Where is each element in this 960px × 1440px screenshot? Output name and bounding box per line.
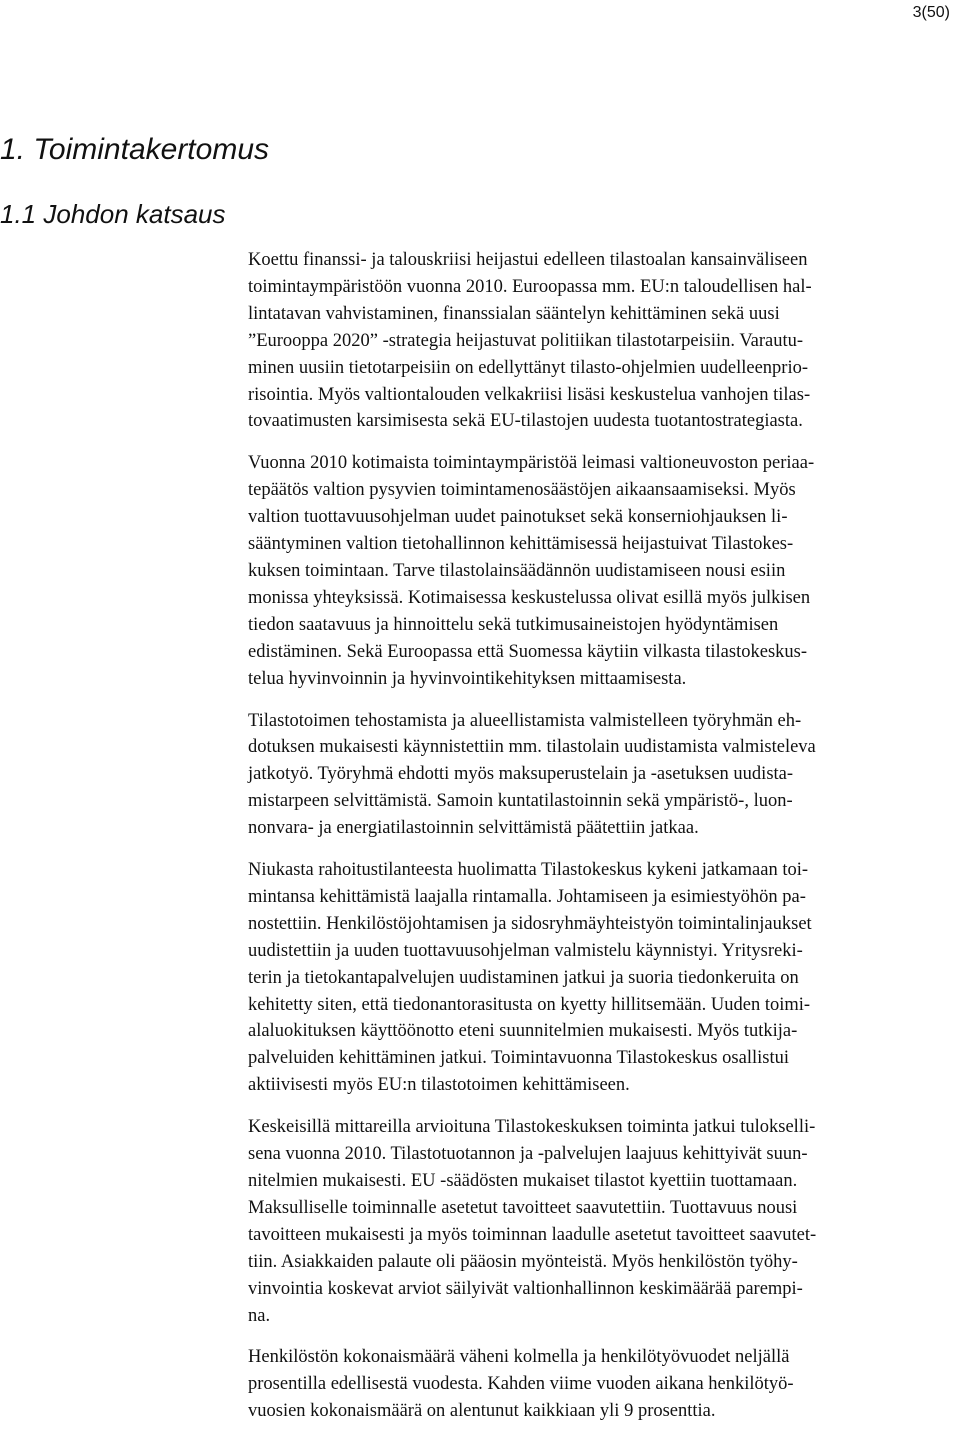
text-line: Maksulliselle toiminnalle asetetut tavoitteet saavutettiin. Tuottavuus nousi: [248, 1197, 798, 1218]
text-line: valtion tuottavuusohjelman uudet painotukset sekä konserniohjauksen li-: [248, 507, 788, 528]
text-line: risointia. Myös valtiontalouden velkakriisi lisäsi keskustelua vanhojen tilas-: [248, 384, 811, 405]
text-line: minen uusiin tietotarpeisiin on edellyttänyt tilasto-ohjelmien uudelleenprio-: [248, 357, 809, 378]
text-line: vinvointia koskevat arviot säilyivät valtionhallinnon keskimäärää parempi-: [248, 1278, 803, 1299]
text-line: nitelmien mukaisesti. EU -säädösten mukaiset tilastot kyettiin tuottamaan.: [248, 1171, 798, 1191]
text-line: toimintaympäristöön vuonna 2010. Euroopassa mm. EU:n taloudellisen hal-: [248, 276, 812, 297]
text-line: nostettiin. Henkilöstöjohtamisen ja sidosryhmäyhteistyön toimintalinjaukset: [248, 913, 812, 934]
text-line: vuosien kokonaismäärä on alentunut kaikkiaan yli 9 prosenttia.: [248, 1401, 716, 1422]
text-line: lintatavan vahvistaminen, finanssialan sääntelyn kehittäminen sekä uusi: [248, 303, 780, 324]
text-line: terin ja tietokantapalvelujen uudistaminen jatkui ja suoria tiedonkeruita on: [248, 967, 799, 988]
paragraph-3: [248, 708, 960, 843]
paragraph-6: [248, 1344, 960, 1425]
text-line: alaluokituksen käyttöönotto eteni suunnitelmien mukaisesti. Myös tutkija-: [248, 1021, 798, 1042]
text-line: Koettu finanssi- ja talouskriisi heijastui edelleen tilastoalan kansainväliseen: [248, 250, 808, 270]
text-line: Keskeisillä mittareilla arvioituna Tilastokeskuksen toiminta jatkui tulokselli-: [248, 1117, 816, 1138]
heading-johdon-katsaus: 1.1 Johdon katsaus: [0, 199, 226, 229]
text-line: tepäätös valtion pysyvien toimintamenosäästöjen aikaansaamiseksi. Myös: [248, 480, 796, 501]
paragraph-5: [248, 1114, 960, 1329]
text-line: mistarpeen selvittämistä. Samoin kuntatilastoinnin sekä ympäristö-, luon-: [248, 791, 793, 812]
text-line: tiin. Asiakkaiden palaute oli pääosin myönteistä. Myös henkilöstön työhy-: [248, 1251, 798, 1272]
text-line: monissa yhteyksissä. Kotimaisessa keskustelussa olivat esillä myös julkisen: [248, 587, 811, 608]
text-line: aktiivisesti myös EU:n tilastotoimen kehittämiseen.: [248, 1075, 630, 1096]
text-line: dotuksen mukaisesti käynnistettiin mm. tilastolain uudistamista valmisteleva: [248, 737, 816, 758]
text-line: mintansa kehittämistä laajalla rintamalla. Johtamiseen ja esimiestyöhön pa-: [248, 886, 806, 907]
text-line: Henkilöstön kokonaismäärä väheni kolmella ja henkilötyövuodet neljällä: [248, 1347, 790, 1368]
text-line: kehitetty siten, että tiedonantorasitusta on kyetty hillitsemään. Uuden toimi-: [248, 994, 811, 1015]
page-number: 3(50): [912, 4, 950, 21]
text-line: Tilastotoimen tehostamista ja alueellistamista valmistelleen työryhmän eh-: [248, 710, 802, 731]
text-line: prosentilla edellisestä vuodesta. Kahden viime vuoden aikana henkilötyö-: [248, 1374, 794, 1395]
text-line: edistäminen. Sekä Euroopassa että Suomessa käytiin vilkasta tilastokeskus-: [248, 641, 808, 662]
text-line: tiedon saatavuus ja hinnoittelu sekä tutkimusaineistojen hyödyntämisen: [248, 614, 779, 635]
text-line: Vuonna 2010 kotimaista toimintaympäristöä leimasi valtioneuvoston periaa-: [248, 453, 815, 474]
body-text: [248, 247, 960, 1440]
text-line: palveluiden kehittäminen jatkui. Toimintavuonna Tilastokeskus osallistui: [248, 1048, 789, 1069]
text-line: sääntyminen valtion tietohallinnon kehittämisessä heijastuivat Tilastokes-: [248, 534, 794, 555]
text-line: telua hyvinvoinnin ja hyvinvointikehityksen mittaamisesta.: [248, 668, 687, 689]
heading-toimintakertomus: 1. Toimintakertomus: [0, 133, 270, 166]
paragraph-1: [248, 247, 960, 435]
text-line: nonvara- ja energiatilastoinnin selvittämistä päätettiin jatkaa.: [248, 818, 699, 839]
text-line: kuksen toimintaan. Tarve tilastolainsäädännön uudistamiseen nousi esiin: [248, 560, 786, 581]
text-line: na.: [248, 1305, 271, 1326]
text-line: jatkotyö. Työryhmä ehdotti myös maksuperustelain ja -asetuksen uudista-: [248, 764, 794, 785]
paragraph-2: [248, 450, 960, 692]
text-line: sena vuonna 2010. Tilastotuotannon ja -palvelujen laajuus kehittyivät suun-: [248, 1144, 808, 1165]
text-line: ”Eurooppa 2020” -strategia heijastuvat politiikan tilastotarpeisiin. Varautu-: [248, 330, 804, 351]
text-line: tavoitteen mukaisesti ja myös toiminnan laadulle asetetut tavoitteet saavutet-: [248, 1224, 817, 1245]
paragraph-4: [248, 857, 960, 1099]
text-line: Niukasta rahoitustilanteesta huolimatta Tilastokeskus kykeni jatkamaan toi-: [248, 860, 809, 881]
text-line: tovaatimusten karsimisesta sekä EU-tilastojen uudesta tuotantostrategiasta.: [248, 411, 803, 432]
text-line: uudistettiin ja uuden tuottavuusohjelman valmistelu käynnistyi. Yritysreki-: [248, 940, 803, 961]
